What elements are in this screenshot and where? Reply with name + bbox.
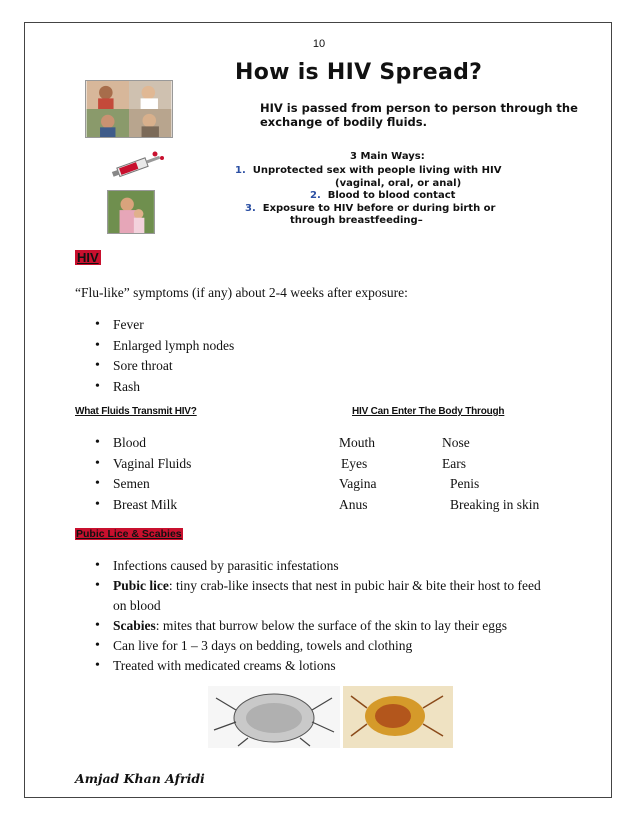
list-item: • Scabies: mites that burrow below the surface of the skin to lay their eggs	[95, 616, 555, 636]
list-item: • Sore throat	[95, 356, 234, 377]
entry-item: Ears	[442, 455, 466, 471]
list-item: • Blood	[95, 433, 191, 454]
entry-item: Vagina	[339, 476, 377, 491]
hiv-heading: HIV	[77, 250, 99, 265]
list-item: • Can live for 1 – 3 days on bedding, towels and clothing	[95, 636, 555, 656]
fluids-heading: What Fluids Transmit HIV?	[75, 406, 197, 417]
entry-item: Breaking in skin	[450, 496, 540, 512]
list-item: • Enlarged lymph nodes	[95, 336, 234, 357]
lice-scabies-heading: Pubic Lice & Scabies	[76, 528, 182, 540]
list-item: • Pubic lice: tiny crab-like insects that nest in pubic hair & bite their host to feed on blood	[95, 576, 555, 616]
list-item: • Rash	[95, 377, 234, 398]
list-item: • Treated with medicated creams & lotions	[95, 656, 555, 676]
entry-item: Anus	[339, 496, 368, 512]
entry-heading: HIV Can Enter The Body Through	[352, 406, 505, 417]
way-1: 1. Unprotected sex with people living with HIV	[235, 165, 502, 176]
mother-and-child-photo	[107, 190, 155, 234]
list-item: • Breast Milk	[95, 495, 191, 516]
couples-photo-collage	[85, 80, 173, 138]
symptoms-list	[95, 315, 234, 397]
lice-scabies-list	[95, 556, 555, 676]
syringe-icon	[107, 148, 167, 182]
page-number: 10	[312, 38, 326, 50]
ways-list	[235, 165, 580, 228]
list-item: • Semen	[95, 474, 191, 495]
list-item: • Fever	[95, 315, 234, 336]
fluids-list	[95, 433, 191, 515]
flu-like-intro: “Flu-like” symptoms (if any) about 2-4 weeks after exposure:	[75, 285, 408, 300]
author-footer: Amjad Khan Afridi	[75, 771, 205, 786]
banner-lead-text: HIV is passed from person to person through the exchange of bodily fluids.	[260, 101, 578, 129]
scabies-mite-drawing	[208, 686, 340, 748]
way-3: 3. Exposure to HIV before or during birth or	[245, 202, 496, 214]
ways-title: 3 Main Ways:	[350, 151, 425, 162]
entry-item: Eyes	[341, 455, 368, 471]
banner-title: How is HIV Spread?	[235, 60, 483, 85]
way-1-detail: (vaginal, oral, or anal)	[335, 177, 462, 189]
entry-column-b	[442, 433, 539, 515]
pubic-louse-photo	[343, 686, 453, 748]
way-3-detail: through breastfeeding–	[290, 215, 423, 226]
entry-item: Nose	[442, 435, 470, 450]
entry-item: Mouth	[339, 435, 376, 450]
list-item: • Vaginal Fluids	[95, 454, 191, 475]
entry-column-a	[339, 433, 377, 515]
way-2: 2. Blood to blood contact	[310, 190, 456, 201]
entry-item: Penis	[450, 476, 480, 491]
list-item: • Infections caused by parasitic infestations	[95, 556, 555, 576]
hiv-spread-banner	[75, 58, 585, 238]
